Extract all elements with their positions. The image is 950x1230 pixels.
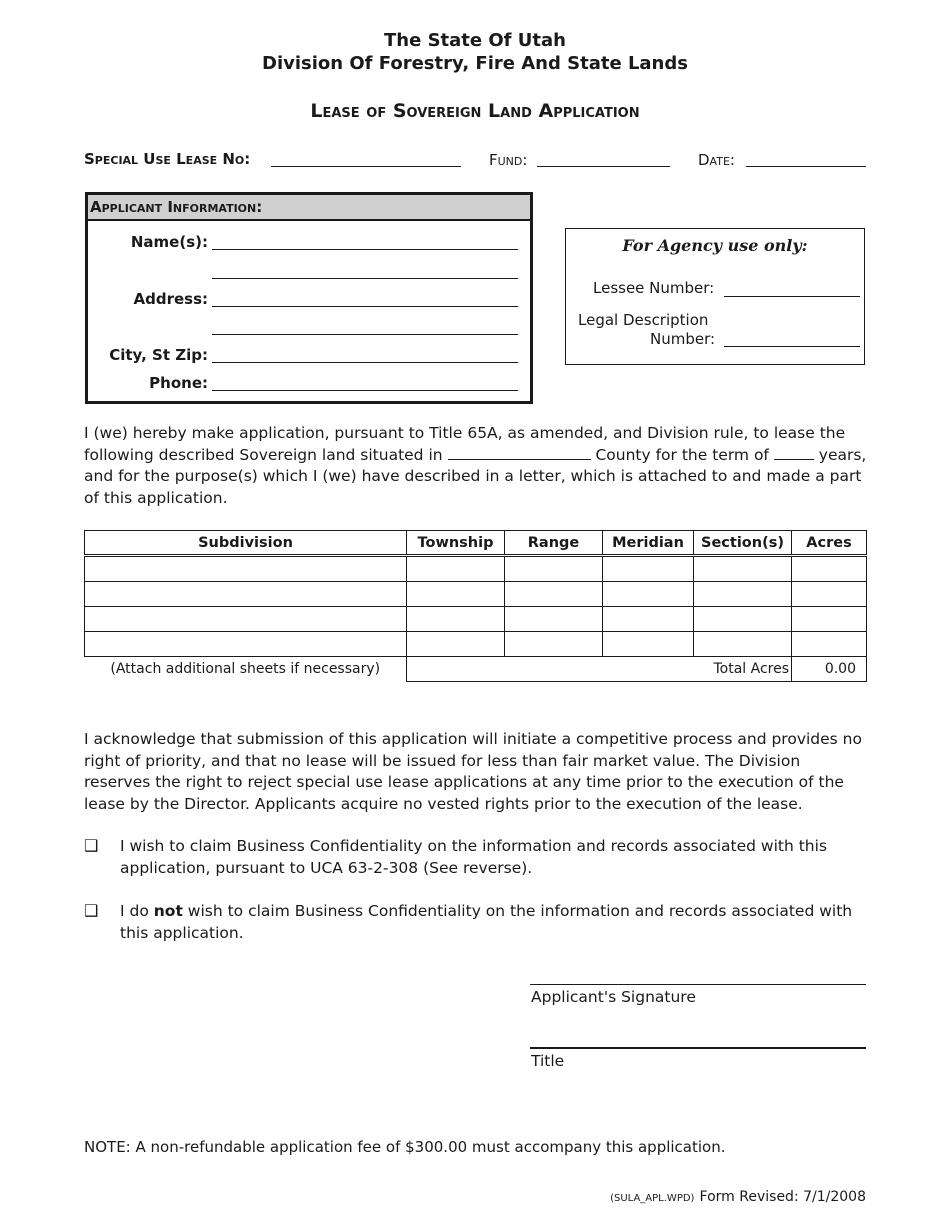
intro-text-2: County for the term of — [595, 445, 769, 464]
agency-use-box — [565, 228, 865, 365]
address-field-2[interactable] — [212, 334, 518, 335]
city-label: City, St Zip: — [109, 346, 208, 364]
division-heading: Division Of Forestry, Fire And State Lands — [262, 53, 688, 74]
lease-no-field[interactable] — [271, 166, 461, 167]
legal-number-label: Number: — [650, 330, 716, 348]
title-field[interactable] — [530, 1047, 866, 1049]
table-cell[interactable] — [505, 632, 603, 657]
no-claim-confidentiality-checkbox[interactable]: ❑ — [84, 901, 99, 920]
phone-field[interactable] — [212, 390, 518, 391]
legal-description-label: Legal Description — [578, 311, 709, 329]
agency-use-title: For Agency use only: — [622, 236, 808, 255]
name-label: Name(s): — [130, 233, 208, 251]
table-cell[interactable] — [694, 607, 792, 632]
column-header: Acres — [792, 531, 867, 556]
table-cell[interactable] — [407, 607, 505, 632]
term-years-field[interactable] — [774, 445, 814, 460]
applicant-info-box — [85, 192, 533, 404]
table-cell[interactable] — [85, 632, 407, 657]
intro-text-1: I (we) hereby make application, pursuant to Title 65A, as amended, and Division rule, to lease the following described Sovereign land situated in — [84, 424, 846, 464]
table-cell[interactable] — [407, 632, 505, 657]
name-field-2[interactable] — [212, 278, 518, 279]
file-code: (SULA_APL.WPD) — [610, 1193, 695, 1204]
city-field[interactable] — [212, 362, 518, 363]
table-total-row — [85, 657, 867, 682]
table-cell[interactable] — [694, 582, 792, 607]
table-header-row — [85, 531, 867, 556]
title-label: Title — [531, 1052, 565, 1070]
applicant-info-header — [88, 195, 530, 221]
column-header: Subdivision — [85, 531, 407, 556]
land-description-table — [84, 530, 867, 682]
table-cell[interactable] — [792, 607, 867, 632]
signature-field[interactable] — [530, 984, 866, 985]
table-cell[interactable] — [792, 582, 867, 607]
table-cell[interactable] — [505, 607, 603, 632]
applicant-info-title: Applicant Information: — [90, 198, 263, 216]
no-claim-confidentiality-text — [120, 901, 870, 944]
fee-note: NOTE: A non-refundable application fee of $300.00 must accompany this application. — [84, 1138, 726, 1156]
claim-confidentiality-text: I wish to claim Business Confidentiality on the information and records associated with this application, pursuant to UCA 63-2-308 (See reverse). — [120, 837, 828, 877]
form-title: Lease of Sovereign Land Application — [310, 100, 640, 122]
table-row — [85, 607, 867, 632]
table-row — [85, 582, 867, 607]
table-cell[interactable] — [792, 556, 867, 582]
attach-sheets-note: (Attach additional sheets if necessary) — [110, 661, 381, 678]
phone-label: Phone: — [149, 374, 208, 392]
table-cell[interactable] — [603, 582, 694, 607]
no-claim-emphasis: not — [153, 902, 183, 920]
total-acres-label: Total Acres — [407, 657, 792, 682]
table-cell[interactable] — [603, 556, 694, 582]
table-cell[interactable] — [407, 582, 505, 607]
name-field[interactable] — [212, 249, 518, 250]
lessee-number-field[interactable] — [724, 296, 860, 297]
signature-label: Applicant's Signature — [531, 988, 696, 1006]
table-cell[interactable] — [792, 632, 867, 657]
form-footer — [610, 1186, 866, 1205]
address-field[interactable] — [212, 306, 518, 307]
table-cell[interactable] — [85, 607, 407, 632]
no-claim-prefix: I do — [120, 902, 149, 920]
table-cell[interactable] — [603, 607, 694, 632]
table-cell[interactable] — [694, 632, 792, 657]
table-cell[interactable] — [505, 582, 603, 607]
form-revised: Form Revised: 7/1/2008 — [699, 1189, 866, 1205]
lessee-number-label: Lessee Number: — [593, 279, 715, 297]
date-label: Date: — [698, 151, 735, 169]
no-claim-suffix: wish to claim Business Confidentiality on the information and records associated with this application. — [120, 902, 853, 942]
table-row — [85, 556, 867, 582]
column-header: Range — [505, 531, 603, 556]
state-heading: The State Of Utah — [384, 30, 566, 51]
column-header: Township — [407, 531, 505, 556]
legal-number-field[interactable] — [724, 346, 860, 347]
table-cell[interactable] — [85, 556, 407, 582]
table-cell[interactable] — [407, 556, 505, 582]
column-header: Section(s) — [694, 531, 792, 556]
total-acres-value[interactable]: 0.00 — [792, 657, 867, 682]
column-header: Meridian — [603, 531, 694, 556]
intro-paragraph — [84, 423, 870, 509]
lease-no-label: Special Use Lease No: — [84, 150, 251, 168]
acknowledgement-paragraph: I acknowledge that submission of this application will initiate a competitive process and provides no right of priority, and that no lease will be issued for less than fair market value. The Division reserves the right to reject special use lease applications at any time prior to the execution of the lease by the Director. Applicants acquire no vested rights prior to the execution of the lease. — [84, 730, 862, 813]
intro-text-3: years, and for the purpose(s) which I (we) have described in a letter, which is attached to and made a part of this application. — [84, 445, 867, 507]
table-cell[interactable] — [505, 556, 603, 582]
county-field[interactable] — [448, 445, 591, 460]
table-row — [85, 632, 867, 657]
fund-label: Fund: — [489, 151, 528, 169]
date-field[interactable] — [746, 166, 866, 167]
fund-field[interactable] — [537, 166, 670, 167]
address-label: Address: — [133, 290, 208, 308]
table-cell[interactable] — [603, 632, 694, 657]
claim-confidentiality-checkbox[interactable]: ❑ — [84, 836, 99, 855]
table-cell[interactable] — [85, 582, 407, 607]
table-cell[interactable] — [694, 556, 792, 582]
